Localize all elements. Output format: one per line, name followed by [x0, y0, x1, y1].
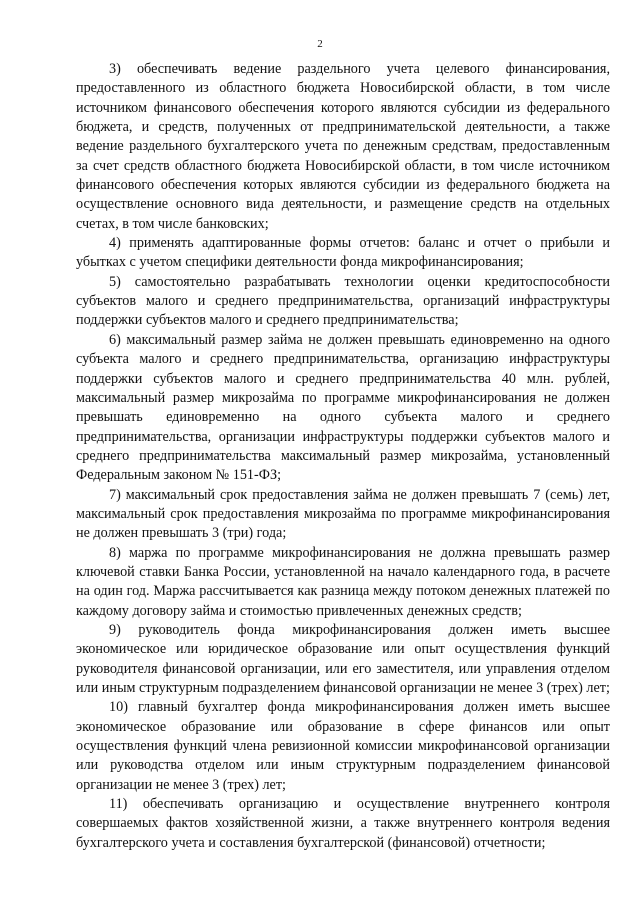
paragraph-item-6: 6) максимальный размер займа не должен превышать единовременно на одного субъекта малого и среднего предпринимательства, организацию инфраструктуры поддержки субъектов малого и среднего предпринимательства 40 млн. рублей, максимальный размер микрозайма по программе микрофинансирования не должен превышать единовременно на одного субъекта малого и среднего предпринимательства, организации инфраструктуры поддержки субъектов малого и среднего предпринимательства максимальный размер микрозайма, установленный Федеральным законом № 151-ФЗ;: [76, 331, 610, 484]
document-body: [76, 60, 610, 853]
paragraph-item-5: 5) самостоятельно разрабатывать технологии оценки кредитоспособности субъектов малого и среднего предпринимательства, организаций инфраструктуры поддержки субъектов малого и среднего предпринимательства;: [76, 273, 610, 329]
paragraph-item-11: 11) обеспечивать организацию и осуществление внутреннего контроля совершаемых фактов хозяйственной жизни, а также внутреннего контроля ведения бухгалтерского учета и составления бухгалтерской (финансовой) отчетности;: [76, 796, 610, 851]
paragraph-item-3: 3) обеспечивать ведение раздельного учета целевого финансирования, предоставленного из областного бюджета Новосибирской области, в том числе источником финансового обеспечения которого являются субсидии из федерального бюджета, и средств, полученных от предпринимательской деятельности, а также ведение раздельного бухгалтерского учета по денежным средствам, предоставленным за счет средств областного бюджета Новосибирской области, в том числе источником финансового обеспечения которых являются субсидии из федерального бюджета на осуществление основного вида деятельности, и размещение средств на отдельных счетах, в том числе банковских;: [76, 61, 610, 232]
paragraph-item-8: 8) маржа по программе микрофинансирования не должна превышать размер ключевой ставки Банка России, установленной на начало календарного года, в расчете на один год. Маржа рассчитывается как разница между потоком денежных платежей по каждому договору займа и стоимостью привлеченных денежных средств;: [76, 544, 610, 619]
paragraph-item-4: 4) применять адаптированные формы отчетов: баланс и отчет о прибыли и убытках с учетом специфики деятельности фонда микрофинансирования;: [76, 235, 610, 271]
paragraph-item-9: 9) руководитель фонда микрофинансирования должен иметь высшее экономическое или юридическое образование или опыт осуществления функций руководителя финансовой организации, или его заместителя, или управления отделом или иным структурным подразделением финансовой организации не менее 3 (трех) лет;: [76, 621, 610, 696]
page-number: 2: [317, 38, 323, 50]
paragraph-item-7: 7) максимальный срок предоставления займа не должен превышать 7 (семь) лет, максимальный срок предоставления микрозайма по программе микрофинансирования не должен превышать 3 (три) года;: [76, 486, 610, 542]
paragraph-item-10: 10) главный бухгалтер фонда микрофинансирования должен иметь высшее экономическое образование или образование в сфере финансов или опыт осуществления функций члена ревизионной комиссии микрофинансовой организации или руководства отделом или иным структурным подразделением финансовой организации не менее 3 (трех) лет;: [76, 699, 610, 793]
